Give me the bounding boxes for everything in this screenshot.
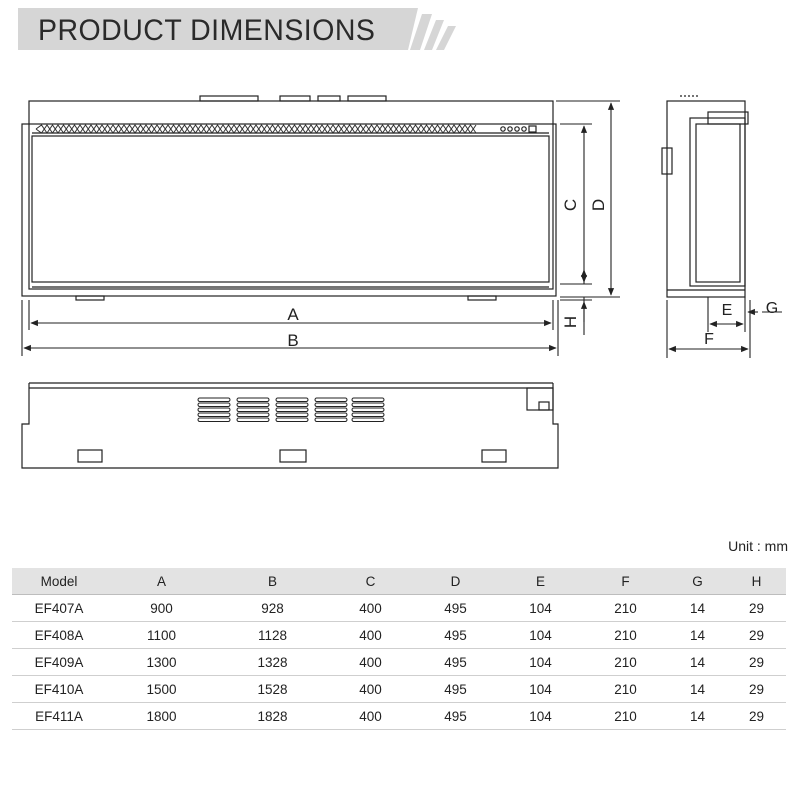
table-column-header: D bbox=[413, 568, 498, 595]
top-view-foot bbox=[280, 450, 306, 462]
front-view bbox=[22, 96, 556, 300]
model-cell: EF409A bbox=[12, 649, 106, 676]
vent-slot bbox=[276, 403, 308, 407]
ember-decoration bbox=[36, 125, 476, 133]
control-display bbox=[529, 126, 536, 132]
top-bump bbox=[200, 96, 258, 101]
vent-slot bbox=[352, 413, 384, 417]
dimension-cell: 495 bbox=[413, 595, 498, 622]
dimension-cell: 210 bbox=[583, 703, 668, 730]
dimension-cell: 210 bbox=[583, 622, 668, 649]
table-column-header: B bbox=[217, 568, 328, 595]
dimension-cell: 1828 bbox=[217, 703, 328, 730]
vent-slot bbox=[237, 398, 269, 402]
control-button bbox=[515, 127, 519, 131]
model-cell: EF411A bbox=[12, 703, 106, 730]
dimension-cell: 400 bbox=[328, 595, 413, 622]
model-cell: EF410A bbox=[12, 676, 106, 703]
vent-slot bbox=[315, 413, 347, 417]
vent-slot bbox=[276, 413, 308, 417]
dimension-label-a: A bbox=[287, 305, 299, 324]
dimension-cell: 900 bbox=[106, 595, 217, 622]
dimension-cell: 1800 bbox=[106, 703, 217, 730]
vent-slot bbox=[352, 403, 384, 407]
dimension-cell: 29 bbox=[727, 622, 786, 649]
vent-slot bbox=[315, 398, 347, 402]
dimension-cell: 14 bbox=[668, 649, 727, 676]
top-bump bbox=[318, 96, 340, 101]
vent-slot bbox=[198, 413, 230, 417]
vent-slot bbox=[198, 403, 230, 407]
dimension-cell: 104 bbox=[498, 676, 583, 703]
control-button bbox=[501, 127, 505, 131]
dimension-label-g: G bbox=[765, 300, 779, 317]
table-row bbox=[12, 676, 786, 703]
table-column-header: A bbox=[106, 568, 217, 595]
dimension-label-b: B bbox=[287, 331, 299, 350]
top-view bbox=[22, 383, 558, 468]
dimension-cell: 29 bbox=[727, 649, 786, 676]
vent-slot bbox=[198, 398, 230, 402]
vent-slot bbox=[276, 398, 308, 402]
table-column-header: G bbox=[668, 568, 727, 595]
top-bump bbox=[348, 96, 386, 101]
control-button bbox=[508, 127, 512, 131]
dimension-cell: 1328 bbox=[217, 649, 328, 676]
model-cell: EF408A bbox=[12, 622, 106, 649]
vent-slot bbox=[237, 418, 269, 422]
vent-slot bbox=[315, 408, 347, 412]
dimension-cell: 210 bbox=[583, 595, 668, 622]
vent-slot bbox=[237, 413, 269, 417]
dimension-cell: 104 bbox=[498, 649, 583, 676]
vent-slot bbox=[352, 398, 384, 402]
dimension-cell: 104 bbox=[498, 703, 583, 730]
vent-slot bbox=[237, 408, 269, 412]
dimension-label-d: D bbox=[589, 198, 608, 212]
top-bump bbox=[280, 96, 310, 101]
dimension-cell: 29 bbox=[727, 703, 786, 730]
front-dimension-lines bbox=[22, 101, 620, 356]
dimension-cell: 104 bbox=[498, 595, 583, 622]
dimension-cell: 1100 bbox=[106, 622, 217, 649]
side-outer bbox=[667, 101, 745, 297]
dimension-cell: 29 bbox=[727, 595, 786, 622]
dimension-cell: 495 bbox=[413, 676, 498, 703]
dimension-cell: 29 bbox=[727, 676, 786, 703]
dimension-cell: 14 bbox=[668, 676, 727, 703]
vent-slot bbox=[276, 418, 308, 422]
dimension-cell: 928 bbox=[217, 595, 328, 622]
dimension-cell: 14 bbox=[668, 595, 727, 622]
dimension-label-c: C bbox=[561, 198, 580, 212]
vent-slot bbox=[198, 418, 230, 422]
dimension-cell: 495 bbox=[413, 649, 498, 676]
table-body bbox=[12, 595, 786, 730]
dimension-label-e: E bbox=[721, 302, 733, 319]
dimension-label-h: H bbox=[561, 315, 580, 329]
dimension-cell: 1500 bbox=[106, 676, 217, 703]
side-inner bbox=[696, 124, 740, 282]
table-column-header: E bbox=[498, 568, 583, 595]
dimension-cell: 400 bbox=[328, 703, 413, 730]
dimension-cell: 104 bbox=[498, 622, 583, 649]
dimension-table bbox=[12, 568, 786, 730]
table-column-header: F bbox=[583, 568, 668, 595]
dimension-cell: 1528 bbox=[217, 676, 328, 703]
top-view-foot bbox=[482, 450, 506, 462]
front-frame bbox=[22, 124, 556, 296]
vent-slots bbox=[198, 398, 384, 422]
vent-slot bbox=[315, 418, 347, 422]
vent-slot bbox=[352, 408, 384, 412]
unit-note: Unit : mm bbox=[728, 538, 788, 554]
dimension-cell: 400 bbox=[328, 676, 413, 703]
page-title: PRODUCT DIMENSIONS bbox=[38, 14, 376, 47]
front-body bbox=[29, 101, 553, 289]
model-cell: EF407A bbox=[12, 595, 106, 622]
front-foot bbox=[468, 296, 496, 300]
dimension-label-f: F bbox=[704, 331, 714, 348]
table-column-header: C bbox=[328, 568, 413, 595]
vent-slot bbox=[237, 403, 269, 407]
table-column-header: H bbox=[727, 568, 786, 595]
front-foot bbox=[76, 296, 104, 300]
vent-slot bbox=[276, 408, 308, 412]
top-view-connector-port bbox=[539, 402, 549, 410]
table-row bbox=[12, 649, 786, 676]
vent-slot bbox=[352, 418, 384, 422]
table-row bbox=[12, 703, 786, 730]
table-column-header: Model bbox=[12, 568, 106, 595]
vent-slot bbox=[198, 408, 230, 412]
dimension-cell: 1300 bbox=[106, 649, 217, 676]
control-button bbox=[522, 127, 526, 131]
table-header-row bbox=[12, 568, 786, 595]
dimension-cell: 14 bbox=[668, 622, 727, 649]
dimension-cell: 495 bbox=[413, 622, 498, 649]
dimension-cell: 14 bbox=[668, 703, 727, 730]
side-view bbox=[662, 96, 748, 297]
dimension-cell: 400 bbox=[328, 649, 413, 676]
dimension-cell: 210 bbox=[583, 676, 668, 703]
table-row bbox=[12, 622, 786, 649]
table-row bbox=[12, 595, 786, 622]
dimension-cell: 400 bbox=[328, 622, 413, 649]
glass-panel bbox=[32, 136, 549, 282]
top-view-foot bbox=[78, 450, 102, 462]
dimension-cell: 1128 bbox=[217, 622, 328, 649]
side-body bbox=[690, 118, 745, 286]
dimension-cell: 210 bbox=[583, 649, 668, 676]
dimension-cell: 495 bbox=[413, 703, 498, 730]
vent-slot bbox=[315, 403, 347, 407]
